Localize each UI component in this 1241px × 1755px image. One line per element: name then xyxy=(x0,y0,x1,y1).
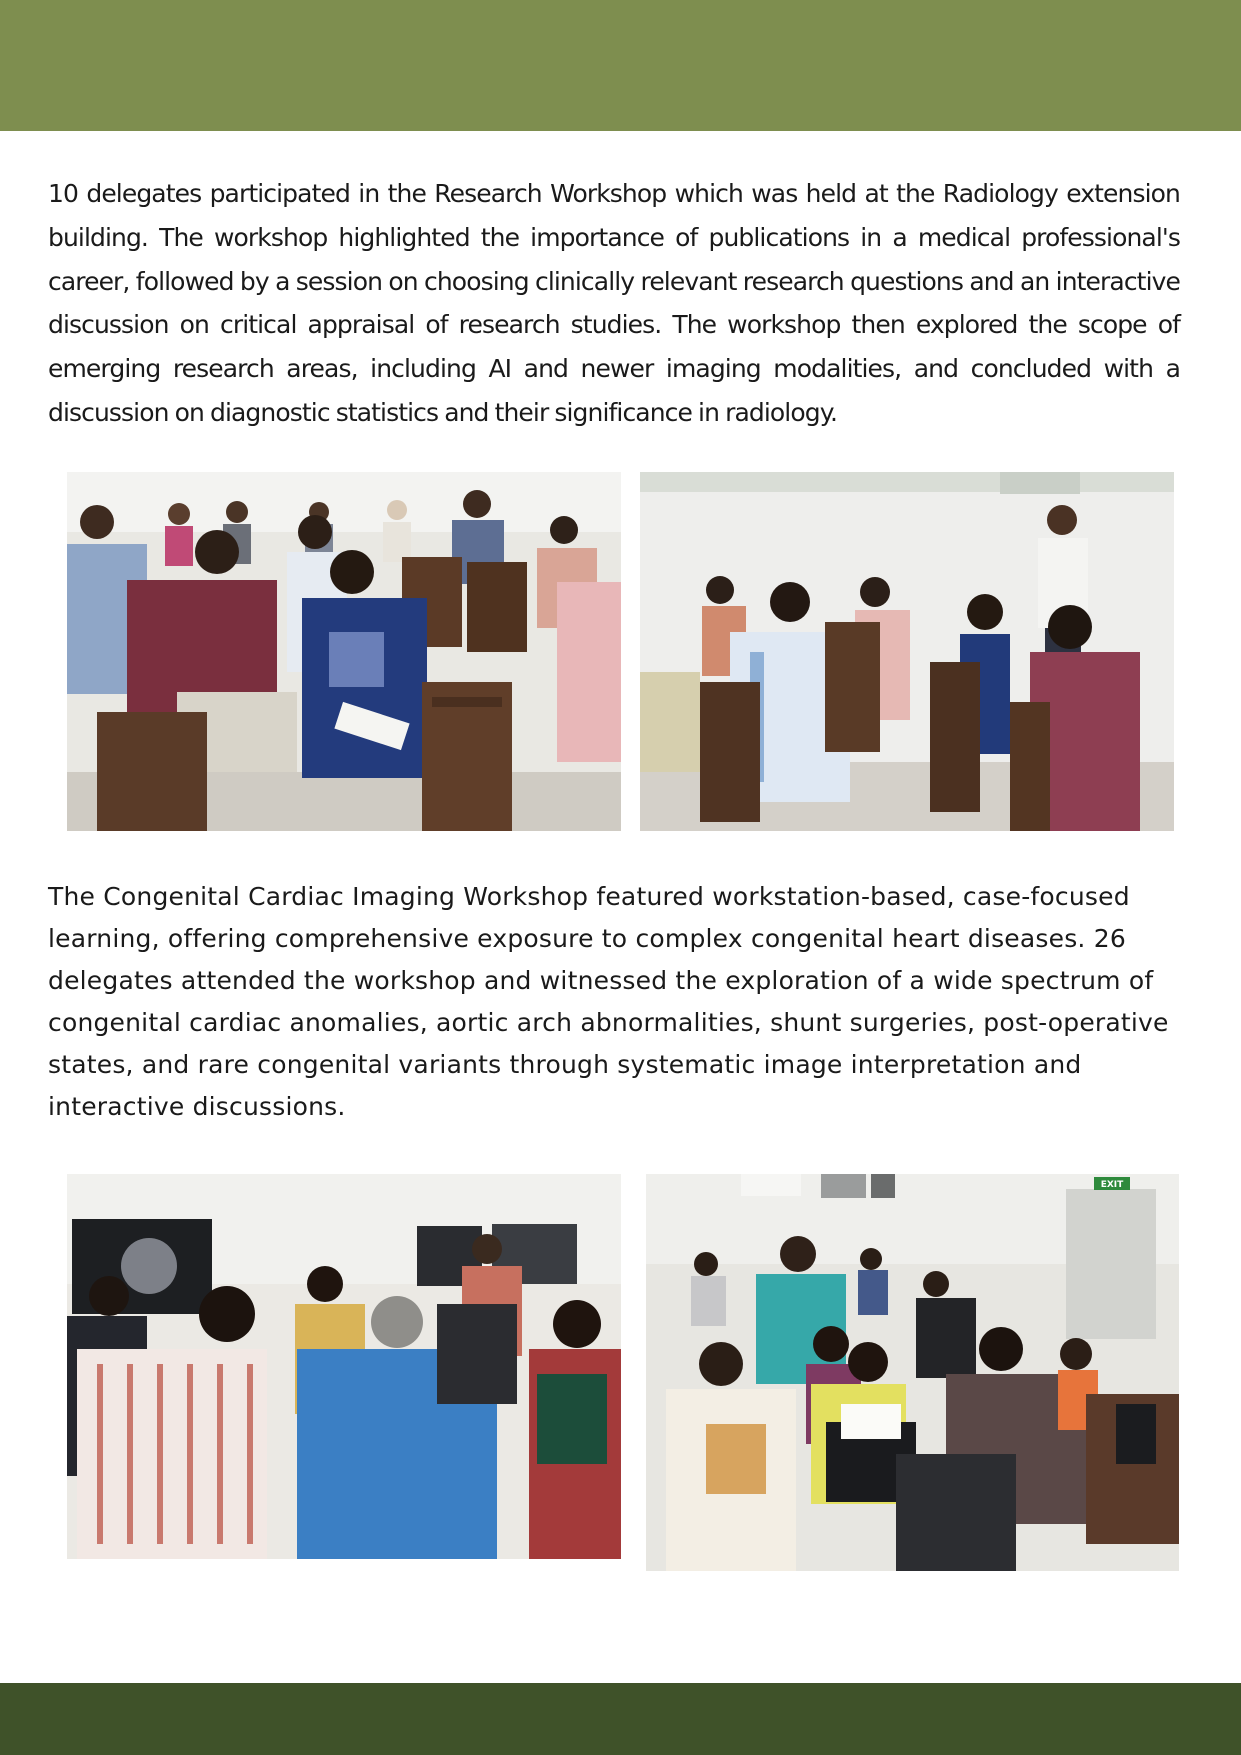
research-workshop-photo-speaker xyxy=(640,472,1174,831)
header-band xyxy=(0,0,1241,131)
research-workshop-photo-audience xyxy=(67,472,621,831)
cardiac-workshop-photo-workstation xyxy=(67,1174,621,1559)
exit-sign-text: EXIT xyxy=(1100,1180,1124,1190)
footer-band xyxy=(0,1683,1241,1755)
cardiac-workshop-paragraph: The Congenital Cardiac Imaging Workshop featured workstation-based, case-focused learning, offering comprehensive exposure to complex congenital heart diseases. 26 delegates attended the workshop and witnessed the exploration of a wide spectrum of congenital cardiac anomalies, aortic arch abnormalities, shunt surgeries, post-operative states, and rare congenital variants through systematic image interpretation and interactive discussions. xyxy=(48,882,1169,1121)
cardiac-workshop-photo-lab xyxy=(646,1174,1179,1571)
research-workshop-paragraph: 10 delegates participated in the Research Workshop which was held at the Radiology extension building. The workshop highlighted the importance of publications in a medical professional's career, followed by a session on choosing clinically relevant research questions and an interactive discussion on critical appraisal of research studies. The workshop then explored the scope of emerging research areas, including AI and newer imaging modalities, and concluded with a discussion on diagnostic statistics and their significance in radiology. xyxy=(48,179,1180,427)
